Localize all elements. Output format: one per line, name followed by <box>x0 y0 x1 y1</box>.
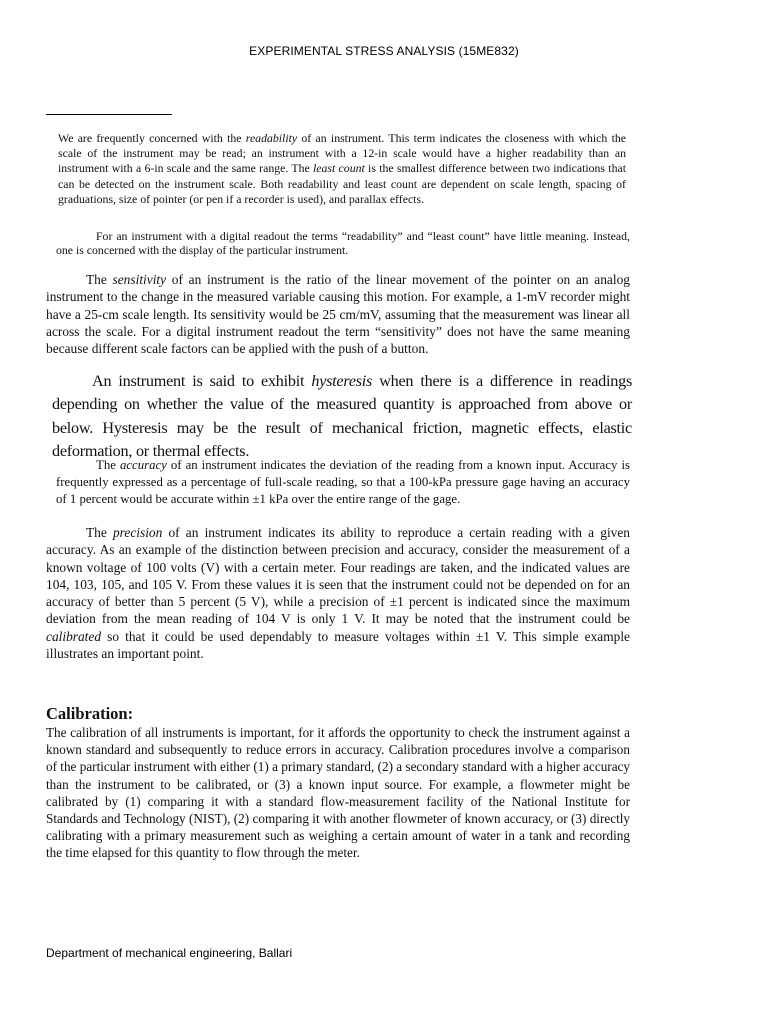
text-span: is the smallest difference between two indications that can be detected on the instrument scale. Both readability and least count are dependent on scale length, spacing of graduations, size of pointer (or pen if a recorder is used), and parallax effects. <box>58 161 626 206</box>
calibration-text: The calibration of all instruments is important, for it affords the opportunity to check the instrument against a known standard and subsequently to reduce errors in accuracy. Calibration procedures involve a comparison of the particular instrument with either (1) a primary standard, (2) a secondary standard with a higher accuracy than the instrument to be calibrated, or (3) a known input source. For example, a flowmeter might be calibrated by (1) comparing it with a standard flow-measurement facility of the National Institute for Standards and Technology (NIST), (2) comparing it with another flowmeter of known accuracy, or (3) directly calibrating with a primary measurement such as weighing a certain amount of water in a tank and recording the time elapsed for this quantity to flow through the meter. <box>46 725 630 861</box>
term-calibrated: calibrated <box>46 628 102 644</box>
paragraph-digital-readout <box>56 229 630 257</box>
term-readability: readability <box>245 131 298 145</box>
text-span: of an instrument is the ratio of the linear movement of the pointer on an analog instrument to the change in the measured variable causing this motion. For example, a 1-mV recorder might have a 25-cm scale length. Its sensitivity would be 25 cm/mV, assuming that the measurement was linear all across the scale. For a digital instrument readout the term “sensitivity” does not have the same meaning because different scale factors can be applied with the push of a button. <box>46 272 630 357</box>
paragraph-sensitivity <box>46 271 630 357</box>
text-span: The <box>96 458 120 472</box>
paragraph-readability <box>58 131 626 207</box>
text-span: An instrument is said to exhibit <box>92 372 312 390</box>
paragraph-hysteresis <box>52 370 632 463</box>
text-span: when there is a difference in readings depending on whether the value of the measured quantity is approached from above or below. Hysteresis may be the result of mechanical friction, magnetic effects, elastic deformation, or thermal effects. <box>52 372 632 460</box>
term-hysteresis: hysteresis <box>311 372 373 390</box>
text-span: so that it could be used dependably to measure voltages within ±1 V. This simple example illustrates an important point. <box>46 628 630 662</box>
text-span: of an instrument indicates its ability to reproduce a certain reading with a given accuracy. As an example of the distinction between precision and accuracy, consider the measurement of a known voltage of 100 volts (V) with a certain meter. Four readings are taken, and the indicated values are 104, 103, 105, and 105 V. From these values it is seen that the instrument could not be depended on for an accuracy of better than 5 percent (5 V), while a precision of ±1 percent is indicated since the maximum deviation from the mean reading of 104 V is only 1 V. It may be noted that the instrument could be <box>46 525 630 627</box>
text-span: The <box>86 525 113 540</box>
term-precision: precision <box>112 525 163 540</box>
text-span: We are frequently concerned with the <box>58 131 246 145</box>
text-span: of an instrument indicates the deviation of the reading from a known input. Accuracy is frequently expressed as a percentage of full-scale reading, so that a 100-kPa pressure gage having an accuracy of 1 percent would be accurate within ±1 kPa over the entire range of the gage. <box>56 458 630 506</box>
digital-readout-text: For an instrument with a digital readout the terms “readability” and “least count” have little meaning. Instead, one is concerned with the display of the particular instrument. <box>56 229 630 258</box>
term-least-count: least count <box>313 161 365 176</box>
text-span: The <box>86 272 113 287</box>
page-header-title: EXPERIMENTAL STRESS ANALYSIS (15ME832) <box>249 44 519 58</box>
text-span: of an instrument. This term indicates the closeness with which the scale of the instrument may be read; an instrument with a 12-in scale would have a higher readability than an instrument with a 6-in scale and the same range. The <box>58 131 626 176</box>
paragraph-accuracy <box>56 457 630 507</box>
term-sensitivity: sensitivity <box>112 272 167 287</box>
section-heading-calibration: Calibration: <box>46 704 134 723</box>
page-footer: Department of mechanical engineering, Ballari <box>46 946 293 960</box>
term-accuracy: accuracy <box>119 458 167 472</box>
paragraph-precision <box>46 524 630 662</box>
paragraph-calibration <box>46 724 630 862</box>
footnote-rule <box>46 114 172 115</box>
